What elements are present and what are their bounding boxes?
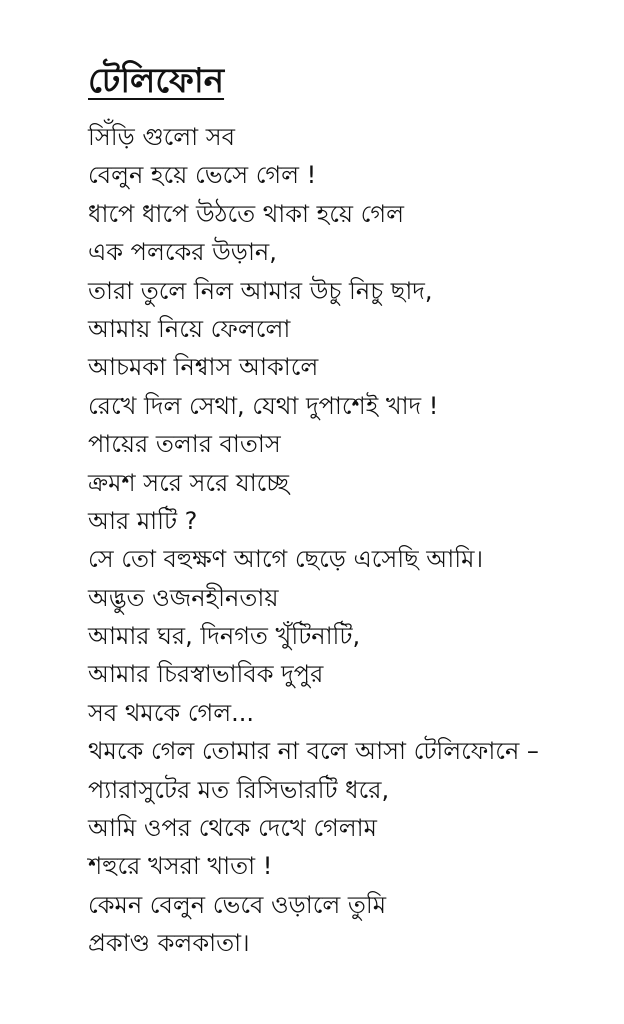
poem-line: আমি ওপর থেকে দেখে গেলাম bbox=[88, 814, 377, 843]
poem-line: রেখে দিল সেথা, যেথা দুপাশেই খাদ ! bbox=[88, 391, 439, 420]
poem-line: তারা তুলে নিল আমার উচু নিচু ছাদ, bbox=[88, 276, 433, 305]
poem-line: ক্রমশ সরে সরে যাচ্ছে bbox=[88, 468, 290, 497]
poem-line: কেমন বেলুন ভেবে ওড়ালে তুমি bbox=[88, 890, 387, 919]
poem-line: বেলুন হয়ে ভেসে গেল ! bbox=[88, 161, 317, 190]
poem-line: পায়ের তলার বাতাস bbox=[88, 430, 281, 459]
poem-line: আমার ঘর, দিনগত খুঁটিনাটি, bbox=[88, 622, 361, 651]
poem-body bbox=[88, 118, 539, 963]
poem-line: আমার চিরস্বাভাবিক দুপুর bbox=[88, 660, 324, 689]
poem-line: প্রকাণ্ড কলকাতা। bbox=[88, 929, 250, 958]
poem-line: আমায় নিয়ে ফেললো bbox=[88, 314, 291, 343]
poem-line: শহুরে খসরা খাতা ! bbox=[88, 852, 273, 881]
poem-line: সে তো বহুক্ষণ আগে ছেড়ে এসেছি আমি। bbox=[88, 545, 484, 574]
poem-line: প্যারাসুটের মত রিসিভারটি ধরে, bbox=[88, 775, 390, 804]
poem-title: টেলিফোন bbox=[88, 60, 225, 101]
poem-line: সিঁড়ি গুলো সব bbox=[88, 123, 235, 151]
poem-line: আর মাটি ? bbox=[88, 506, 198, 535]
poem-line: এক পলকের উড়ান, bbox=[88, 238, 277, 267]
poem-line: ধাপে ধাপে উঠতে থাকা হয়ে গেল bbox=[88, 199, 405, 228]
poem-line: থমকে গেল তোমার না বলে আসা টেলিফোনে – bbox=[88, 737, 539, 766]
poem-line: অদ্ভুত ওজনহীনতায় bbox=[88, 583, 279, 612]
poem-line: সব থমকে গেল... bbox=[88, 698, 255, 727]
poem-line: আচমকা নিশ্বাস আকালে bbox=[88, 353, 319, 382]
